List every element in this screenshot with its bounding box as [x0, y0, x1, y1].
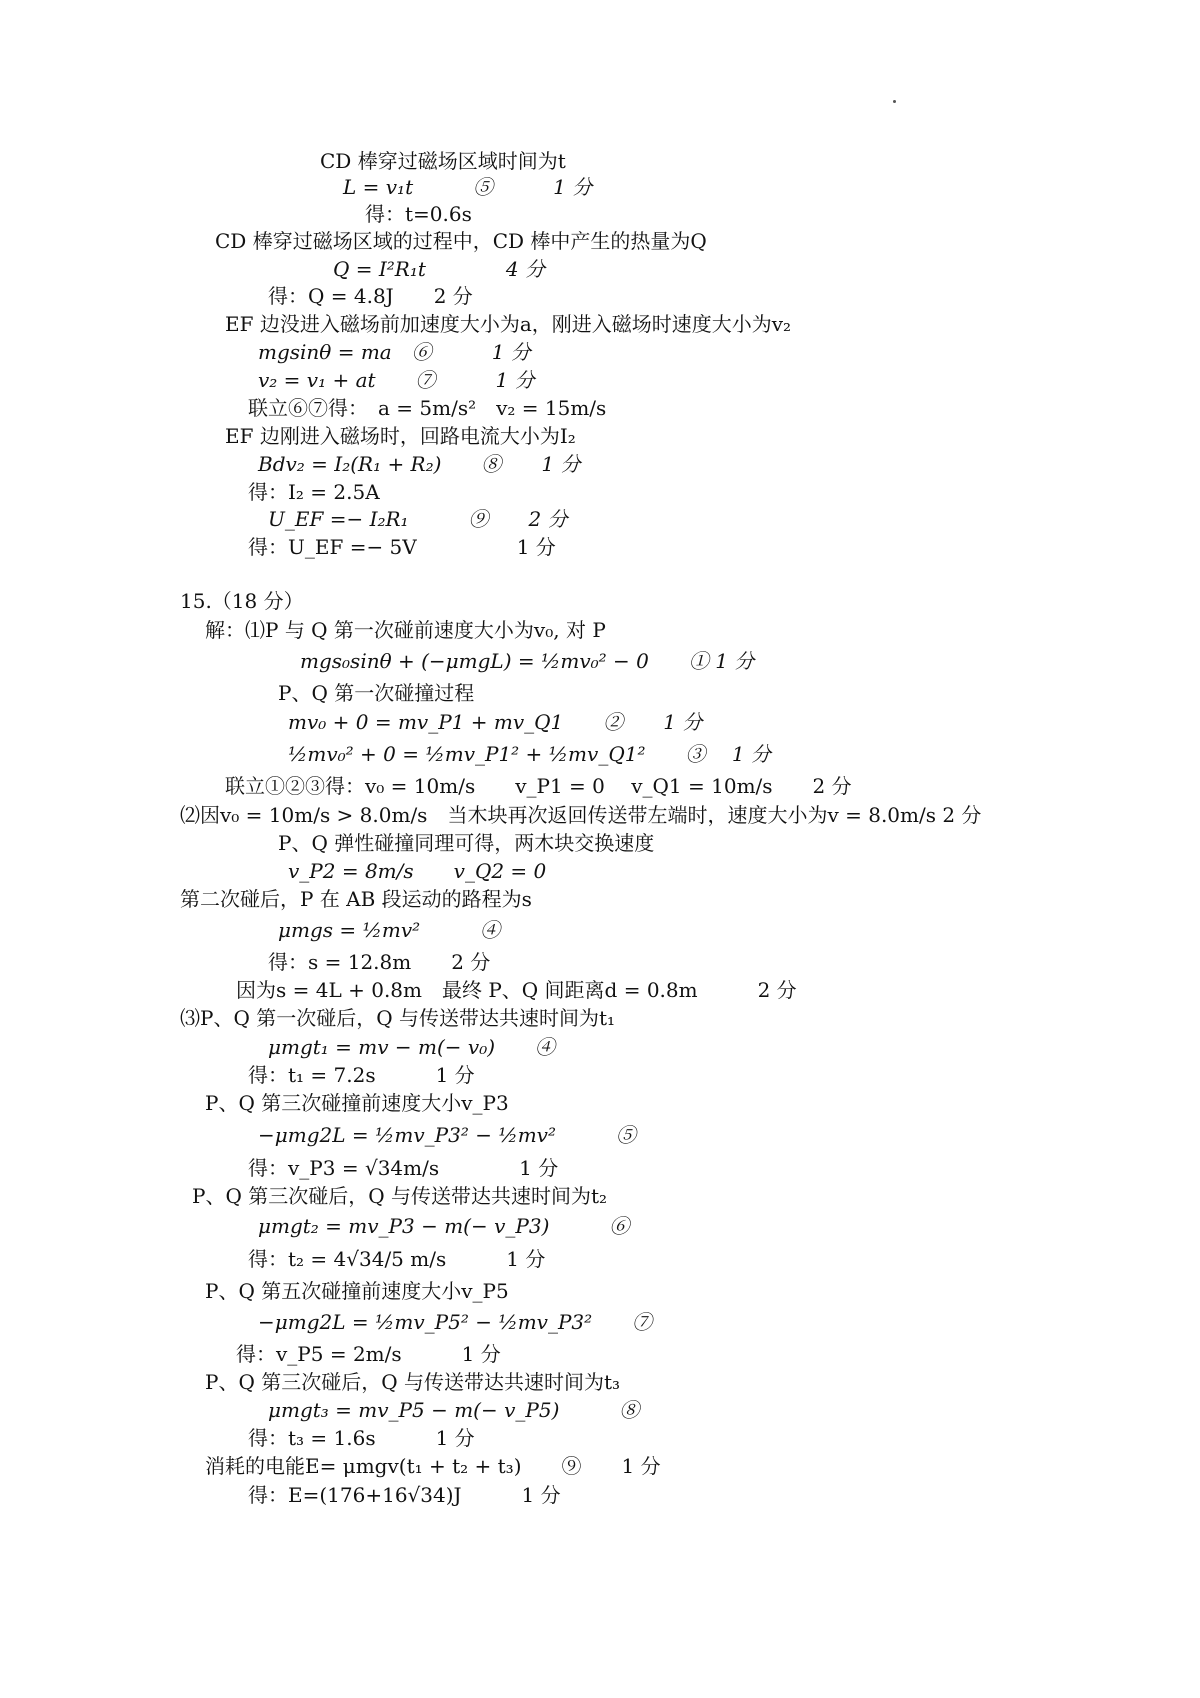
result-line: 得：t₁ = 7.2s 1 分 — [248, 1063, 475, 1087]
formula-line: μmgt₁ = mv − m(− v₀) ④ — [268, 1035, 556, 1059]
text-line: P、Q 第五次碰撞前速度大小v_P5 — [205, 1279, 509, 1303]
text-line: CD 棒穿过磁场区域时间为t — [320, 149, 566, 173]
formula-line: U_EF =− I₂R₁ ⑨ 2 分 — [268, 507, 568, 531]
text-line: 因为s = 4L + 0.8m 最终 P、Q 间距离d = 0.8m 2 分 — [236, 978, 797, 1002]
formula-line: Bdv₂ = I₂(R₁ + R₂) ⑧ 1 分 — [258, 452, 581, 476]
text-line: EF 边刚进入磁场时，回路电流大小为I₂ — [225, 424, 576, 448]
text-line: 解：⑴P 与 Q 第一次碰前速度大小为v₀, 对 P — [205, 618, 606, 642]
result-line: 得：v_P5 = 2m/s 1 分 — [236, 1342, 501, 1366]
formula-line: mgs₀sinθ + (−μmgL) = ½mv₀² − 0 ① 1 分 — [300, 649, 755, 673]
formula-line: Q = I²R₁t 4 分 — [333, 257, 545, 281]
formula-line: μmgs = ½mv² ④ — [278, 918, 501, 942]
result-line: 得：t₃ = 1.6s 1 分 — [248, 1426, 475, 1450]
formula-line: v₂ = v₁ + at ⑦ 1 分 — [258, 368, 535, 392]
speck-mark — [893, 100, 896, 103]
text-line: 消耗的电能E= μmgv(t₁ + t₂ + t₃) ⑨ 1 分 — [205, 1454, 661, 1478]
text-line: 第二次碰后，P 在 AB 段运动的路程为s — [180, 887, 532, 911]
text-line: EF 边没进入磁场前加速度大小为a，刚进入磁场时速度大小为v₂ — [225, 312, 792, 336]
text-line: ⑶P、Q 第一次碰后，Q 与传送带达共速时间为t₁ — [180, 1006, 616, 1030]
result-line: 得：U_EF =− 5V 1 分 — [248, 535, 556, 559]
formula-line: mgsinθ = ma ⑥ 1 分 — [258, 340, 531, 364]
formula-line: −μmg2L = ½mv_P3² − ½mv² ⑤ — [258, 1123, 636, 1147]
formula-line: ½mv₀² + 0 = ½mv_P1² + ½mv_Q1² ③ 1 分 — [288, 742, 771, 766]
text-line: P、Q 第三次碰撞前速度大小v_P3 — [205, 1091, 509, 1115]
result-line: 得：v_P3 = √34m/s 1 分 — [248, 1156, 559, 1180]
formula-line: v_P2 = 8m/s v_Q2 = 0 — [288, 859, 547, 883]
result-line: 得：Q = 4.8J 2 分 — [268, 284, 473, 308]
text-line: P、Q 弹性碰撞同理可得，两木块交换速度 — [278, 831, 655, 855]
result-line: 得：E=(176+16√34)J 1 分 — [248, 1483, 561, 1507]
formula-line: L = v₁t ⑤ 1 分 — [343, 175, 593, 199]
formula-line: μmgt₃ = mv_P5 − m(− v_P5) ⑧ — [268, 1398, 640, 1422]
formula-line: −μmg2L = ½mv_P5² − ½mv_P3² ⑦ — [258, 1310, 653, 1334]
result-line: 得：t₂ = 4√34/5 m/s 1 分 — [248, 1247, 546, 1271]
result-line: 联立⑥⑦得： a = 5m/s² v₂ = 15m/s — [248, 396, 607, 420]
formula-line: mv₀ + 0 = mv_P1 + mv_Q1 ② 1 分 — [288, 710, 703, 734]
text-line: P、Q 第三次碰后，Q 与传送带达共速时间为t₂ — [192, 1184, 608, 1208]
question-header: 15.（18 分） — [180, 589, 304, 613]
text-line: CD 棒穿过磁场区域的过程中，CD 棒中产生的热量为Q — [215, 229, 707, 253]
result-line: 得：I₂ = 2.5A — [248, 480, 380, 504]
result-line: 联立①②③得：v₀ = 10m/s v_P1 = 0 v_Q1 = 10m/s 2 分 — [225, 774, 852, 798]
formula-line: μmgt₂ = mv_P3 − m(− v_P3) ⑥ — [258, 1214, 630, 1238]
text-line: P、Q 第三次碰后，Q 与传送带达共速时间为t₃ — [205, 1370, 621, 1394]
text-line: P、Q 第一次碰撞过程 — [278, 681, 475, 705]
result-line: 得：s = 12.8m 2 分 — [268, 950, 491, 974]
result-line: 得：t=0.6s — [365, 202, 472, 226]
text-line: ⑵因v₀ = 10m/s > 8.0m/s 当木块再次返回传送带左端时，速度大小为v = 8.0m/s 2 分 — [180, 803, 982, 827]
